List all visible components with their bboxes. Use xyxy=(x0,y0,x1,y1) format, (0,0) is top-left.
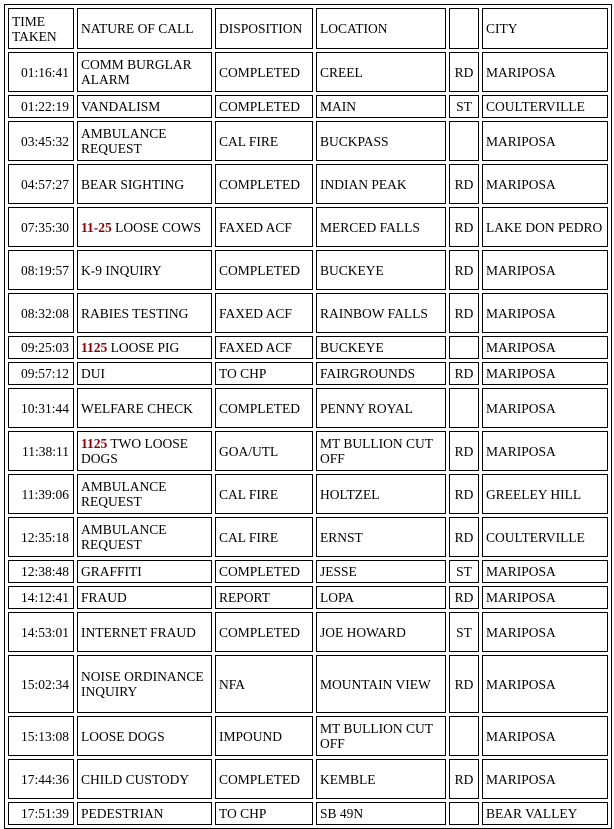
header-street-type xyxy=(449,8,479,49)
cell-time-taken: 15:02:34 xyxy=(8,655,74,713)
header-location: LOCATION xyxy=(316,8,446,49)
cell-disposition: FAXED ACF xyxy=(215,336,313,359)
cell-nature-of-call: LOOSE DOGS xyxy=(77,716,212,756)
cell-time-taken: 07:35:30 xyxy=(8,207,74,247)
cell-nature-of-call xyxy=(77,207,212,247)
cell-nature-of-call: AMBULANCE REQUEST xyxy=(77,121,212,161)
call-log-table xyxy=(4,4,612,829)
table-row xyxy=(8,759,608,799)
table-row xyxy=(8,560,608,583)
cell-location: BUCKEYE xyxy=(316,336,446,359)
cell-street-type: RD xyxy=(449,164,479,204)
cell-city: MARIPOSA xyxy=(482,52,608,92)
call-nature-text: LOOSE PIG xyxy=(110,340,180,355)
cell-street-type: RD xyxy=(449,207,479,247)
cell-nature-of-call: RABIES TESTING xyxy=(77,293,212,333)
cell-disposition: COMPLETED xyxy=(215,759,313,799)
cell-time-taken: 17:44:36 xyxy=(8,759,74,799)
cell-time-taken: 12:35:18 xyxy=(8,517,74,557)
cell-time-taken: 11:39:06 xyxy=(8,474,74,514)
cell-location: MT BULLION CUT OFF xyxy=(316,431,446,471)
cell-location: BUCKPASS xyxy=(316,121,446,161)
cell-nature-of-call xyxy=(77,431,212,471)
cell-location: RAINBOW FALLS xyxy=(316,293,446,333)
table-row xyxy=(8,95,608,118)
table-row xyxy=(8,431,608,471)
cell-street-type: RD xyxy=(449,759,479,799)
cell-disposition: NFA xyxy=(215,655,313,713)
cell-city: MARIPOSA xyxy=(482,560,608,583)
table-row xyxy=(8,121,608,161)
cell-city: MARIPOSA xyxy=(482,431,608,471)
cell-street-type xyxy=(449,121,479,161)
cell-disposition: CAL FIRE xyxy=(215,517,313,557)
cell-nature-of-call: DUI xyxy=(77,362,212,385)
cell-street-type: RD xyxy=(449,586,479,609)
cell-disposition: COMPLETED xyxy=(215,612,313,652)
cell-city: MARIPOSA xyxy=(482,612,608,652)
cell-city: MARIPOSA xyxy=(482,388,608,428)
cell-nature-of-call: FRAUD xyxy=(77,586,212,609)
cell-street-type xyxy=(449,336,479,359)
table-row xyxy=(8,336,608,359)
cell-location: MERCED FALLS xyxy=(316,207,446,247)
cell-time-taken: 17:51:39 xyxy=(8,802,74,825)
table-row xyxy=(8,716,608,756)
cell-nature-of-call xyxy=(77,336,212,359)
cell-time-taken: 14:53:01 xyxy=(8,612,74,652)
cell-disposition: COMPLETED xyxy=(215,164,313,204)
header-nature-of-call: NATURE OF CALL xyxy=(77,8,212,49)
cell-street-type: RD xyxy=(449,431,479,471)
cell-location: SB 49N xyxy=(316,802,446,825)
cell-location: JOE HOWARD xyxy=(316,612,446,652)
cell-nature-of-call: GRAFFITI xyxy=(77,560,212,583)
cell-city: MARIPOSA xyxy=(482,586,608,609)
cell-city: MARIPOSA xyxy=(482,759,608,799)
cell-street-type xyxy=(449,802,479,825)
cell-disposition: COMPLETED xyxy=(215,95,313,118)
cell-nature-of-call: INTERNET FRAUD xyxy=(77,612,212,652)
table-row xyxy=(8,207,608,247)
header-row xyxy=(8,8,608,49)
cell-city: GREELEY HILL xyxy=(482,474,608,514)
cell-disposition: CAL FIRE xyxy=(215,474,313,514)
cell-street-type: RD xyxy=(449,655,479,713)
cell-nature-of-call: BEAR SIGHTING xyxy=(77,164,212,204)
cell-nature-of-call: COMM BURGLAR ALARM xyxy=(77,52,212,92)
cell-disposition: TO CHP xyxy=(215,362,313,385)
cell-disposition: GOA/UTL xyxy=(215,431,313,471)
call-nature-text: LOOSE COWS xyxy=(115,219,202,235)
cell-nature-of-call: WELFARE CHECK xyxy=(77,388,212,428)
table-row xyxy=(8,517,608,557)
cell-street-type xyxy=(449,388,479,428)
call-code: 11-25 xyxy=(81,219,112,235)
cell-city: MARIPOSA xyxy=(482,121,608,161)
cell-location: MOUNTAIN VIEW xyxy=(316,655,446,713)
cell-location: MAIN xyxy=(316,95,446,118)
cell-nature-of-call: CHILD CUSTODY xyxy=(77,759,212,799)
cell-city: MARIPOSA xyxy=(482,250,608,290)
cell-disposition: FAXED ACF xyxy=(215,293,313,333)
cell-city: MARIPOSA xyxy=(482,336,608,359)
cell-time-taken: 08:19:57 xyxy=(8,250,74,290)
header-disposition: DISPOSITION xyxy=(215,8,313,49)
cell-disposition: IMPOUND xyxy=(215,716,313,756)
cell-city: BEAR VALLEY xyxy=(482,802,608,825)
cell-disposition: COMPLETED xyxy=(215,250,313,290)
table-row xyxy=(8,293,608,333)
cell-location: HOLTZEL xyxy=(316,474,446,514)
cell-city: MARIPOSA xyxy=(482,293,608,333)
cell-location: LOPA xyxy=(316,586,446,609)
cell-location: INDIAN PEAK xyxy=(316,164,446,204)
call-nature-text: TWO LOOSE DOGS xyxy=(81,436,189,466)
cell-location: MT BULLION CUT OFF xyxy=(316,716,446,756)
cell-nature-of-call: VANDALISM xyxy=(77,95,212,118)
call-log-body xyxy=(8,52,608,825)
call-code: 1125 xyxy=(81,436,108,451)
cell-street-type: RD xyxy=(449,474,479,514)
cell-city: MARIPOSA xyxy=(482,164,608,204)
cell-time-taken: 10:31:44 xyxy=(8,388,74,428)
cell-street-type: RD xyxy=(449,293,479,333)
cell-city: COULTERVILLE xyxy=(482,517,608,557)
cell-nature-of-call: K-9 INQUIRY xyxy=(77,250,212,290)
cell-disposition: CAL FIRE xyxy=(215,121,313,161)
table-row xyxy=(8,612,608,652)
cell-city: MARIPOSA xyxy=(482,655,608,713)
cell-location: CREEL xyxy=(316,52,446,92)
cell-time-taken: 11:38:11 xyxy=(8,431,74,471)
cell-street-type: RD xyxy=(449,517,479,557)
cell-disposition: COMPLETED xyxy=(215,388,313,428)
table-row xyxy=(8,52,608,92)
cell-city: COULTERVILLE xyxy=(482,95,608,118)
cell-time-taken: 01:22:19 xyxy=(8,95,74,118)
table-row xyxy=(8,388,608,428)
cell-disposition: REPORT xyxy=(215,586,313,609)
table-row xyxy=(8,802,608,825)
cell-time-taken: 01:16:41 xyxy=(8,52,74,92)
call-code: 1125 xyxy=(81,340,108,355)
cell-time-taken: 04:57:27 xyxy=(8,164,74,204)
cell-location: JESSE xyxy=(316,560,446,583)
cell-time-taken: 12:38:48 xyxy=(8,560,74,583)
cell-location: BUCKEYE xyxy=(316,250,446,290)
cell-location: FAIRGROUNDS xyxy=(316,362,446,385)
cell-time-taken: 15:13:08 xyxy=(8,716,74,756)
cell-location: ERNST xyxy=(316,517,446,557)
cell-street-type xyxy=(449,716,479,756)
header-city: CITY xyxy=(482,8,608,49)
cell-city: MARIPOSA xyxy=(482,716,608,756)
cell-location: PENNY ROYAL xyxy=(316,388,446,428)
cell-time-taken: 08:32:08 xyxy=(8,293,74,333)
table-row xyxy=(8,250,608,290)
cell-street-type: ST xyxy=(449,95,479,118)
cell-location: KEMBLE xyxy=(316,759,446,799)
cell-street-type: ST xyxy=(449,560,479,583)
cell-disposition: COMPLETED xyxy=(215,560,313,583)
cell-time-taken: 09:57:12 xyxy=(8,362,74,385)
cell-time-taken: 09:25:03 xyxy=(8,336,74,359)
table-row xyxy=(8,655,608,713)
cell-street-type: ST xyxy=(449,612,479,652)
cell-nature-of-call: AMBULANCE REQUEST xyxy=(77,517,212,557)
cell-nature-of-call: AMBULANCE REQUEST xyxy=(77,474,212,514)
cell-disposition: TO CHP xyxy=(215,802,313,825)
table-row xyxy=(8,586,608,609)
cell-city: MARIPOSA xyxy=(482,362,608,385)
cell-disposition: FAXED ACF xyxy=(215,207,313,247)
cell-street-type: RD xyxy=(449,52,479,92)
cell-street-type: RD xyxy=(449,250,479,290)
table-row xyxy=(8,362,608,385)
cell-city: LAKE DON PEDRO xyxy=(482,207,608,247)
table-row xyxy=(8,164,608,204)
header-time-taken: TIME TAKEN xyxy=(8,8,74,49)
cell-nature-of-call: NOISE ORDINANCE INQUIRY xyxy=(77,655,212,713)
cell-street-type: RD xyxy=(449,362,479,385)
cell-time-taken: 14:12:41 xyxy=(8,586,74,609)
cell-nature-of-call: PEDESTRIAN xyxy=(77,802,212,825)
cell-disposition: COMPLETED xyxy=(215,52,313,92)
table-row xyxy=(8,474,608,514)
cell-time-taken: 03:45:32 xyxy=(8,121,74,161)
